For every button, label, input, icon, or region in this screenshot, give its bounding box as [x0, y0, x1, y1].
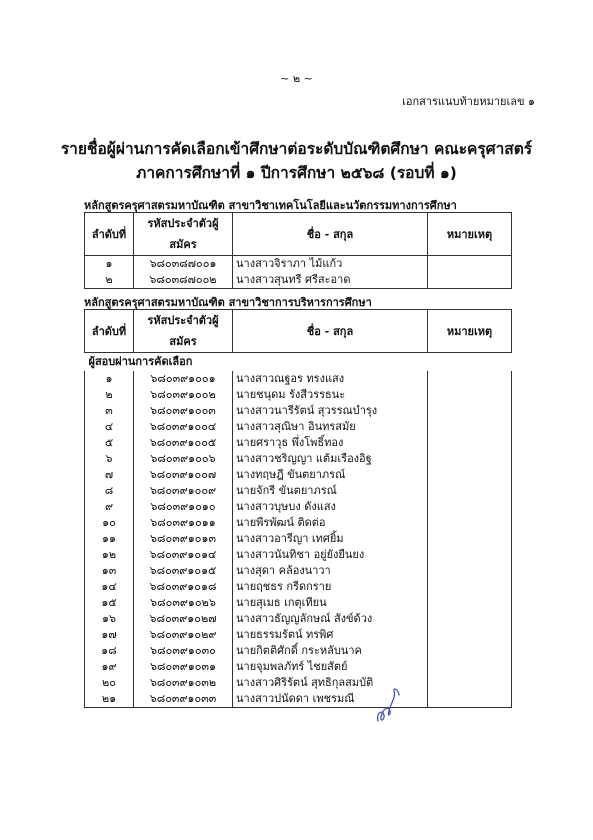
applicant-id: ๖๘๐๓๙๑๐๒๗	[134, 611, 233, 627]
remark-cell	[428, 691, 512, 708]
header-id: รหัสประจำตัวผู้สมัคร	[134, 213, 233, 256]
row-number: ๒๐	[85, 675, 134, 691]
remark-cell	[428, 419, 512, 435]
table-row	[85, 371, 512, 387]
table-row	[85, 691, 512, 708]
table-row	[85, 272, 512, 289]
remark-cell	[428, 371, 512, 387]
remark-cell	[428, 272, 512, 289]
table-row	[85, 611, 512, 627]
remark-cell	[428, 675, 512, 691]
row-number: ๑	[85, 371, 134, 387]
remark-cell	[428, 595, 512, 611]
row-number: ๑๗	[85, 627, 134, 643]
applicant-name: นายกิตติศักดิ์ กระหลับนาค	[233, 643, 428, 659]
applicant-name: นางสาวอารีญา เทศยิ้ม	[233, 531, 428, 547]
applicant-name: นายสุเมธ เกตุเทียน	[233, 595, 428, 611]
applicant-name: นางสาวชริญญา แต้มเรืองอิฐ	[233, 451, 428, 467]
header-no: ลำดับที่	[85, 310, 134, 353]
signature-stroke	[378, 689, 399, 721]
table-row	[85, 403, 512, 419]
remark-cell	[428, 256, 512, 273]
section-1-rows	[85, 256, 512, 289]
applicant-id: ๖๘๐๓๙๑๐๑๐	[134, 499, 233, 515]
applicant-id: ๖๘๐๓๙๑๐๐๖	[134, 451, 233, 467]
applicant-id: ๖๘๐๓๙๑๐๑๘	[134, 579, 233, 595]
row-number: ๖	[85, 451, 134, 467]
table-row	[85, 435, 512, 451]
header-no: ลำดับที่	[85, 213, 134, 256]
applicant-name: นางสาวนันทิชา อยู่ยังยืนยง	[233, 547, 428, 563]
applicant-id: ๖๘๐๓๙๑๐๑๑	[134, 515, 233, 531]
row-number: ๑๐	[85, 515, 134, 531]
applicant-id: ๖๘๐๓๙๑๐๐๒	[134, 387, 233, 403]
remark-cell	[428, 611, 512, 627]
row-number: ๒๑	[85, 691, 134, 708]
section-1-table	[84, 212, 512, 289]
remark-cell	[428, 627, 512, 643]
remark-cell	[428, 563, 512, 579]
remark-cell	[428, 643, 512, 659]
document-reference: เอกสารแนบท้ายหมายเลข ๑	[402, 95, 535, 108]
applicant-id: ๖๘๐๓๙๑๐๑๓	[134, 531, 233, 547]
applicant-id: ๖๘๐๓๙๑๐๑๔	[134, 547, 233, 563]
table-row	[85, 467, 512, 483]
applicant-name: นางสาวนารีรัตน์ สุวรรณบำรุง	[233, 403, 428, 419]
applicant-id: ๖๘๐๓๙๑๐๐๕	[134, 435, 233, 451]
applicant-name: นายพีรพัฒน์ ติดต่อ	[233, 515, 428, 531]
table-row	[85, 563, 512, 579]
page-number: ~ ๒ ~	[280, 72, 313, 85]
applicant-name: นางสาวศิริรัตน์ สุทธิกุลสมบัติ	[233, 675, 428, 691]
table-row	[85, 675, 512, 691]
applicant-name: นางสาวบุษบง ดังแสง	[233, 499, 428, 515]
remark-cell	[428, 499, 512, 515]
remark-cell	[428, 435, 512, 451]
remark-cell	[428, 387, 512, 403]
row-number: ๑๘	[85, 643, 134, 659]
applicant-id: ๖๘๐๓๘๗๐๐๒	[134, 272, 233, 289]
row-number: ๔	[85, 419, 134, 435]
title-line-1: รายชื่อผู้ผ่านการคัดเลือกเข้าศึกษาต่อระดับบัณฑิตศึกษา คณะครุศาสตร์	[60, 140, 533, 158]
table-row	[85, 547, 512, 563]
row-number: ๒	[85, 272, 134, 289]
table-row	[85, 515, 512, 531]
applicant-name: นายชนุดม รังสีวรรธนะ	[233, 387, 428, 403]
section-2-title: หลักสูตรครุศาสตรมหาบัณฑิต สาขาวิชาการบริหารการศึกษา	[84, 296, 372, 309]
row-number: ๒	[85, 387, 134, 403]
row-number: ๑๕	[85, 595, 134, 611]
applicant-name: นางทฤษฎี ขันตยาภรณ์	[233, 467, 428, 483]
applicant-id: ๖๘๐๓๘๗๐๐๑	[134, 256, 233, 273]
row-number: ๑๓	[85, 563, 134, 579]
applicant-name: นางสาวสุนทรี ศรีสะอาด	[233, 272, 428, 289]
applicant-name: นางสาวจิราภา ไม้แก้ว	[233, 256, 428, 273]
table-row	[85, 419, 512, 435]
header-id: รหัสประจำตัวผู้สมัคร	[134, 310, 233, 353]
row-number: ๕	[85, 435, 134, 451]
applicant-id: ๖๘๐๓๙๑๐๓๒	[134, 675, 233, 691]
header-name: ชื่อ - สกุล	[233, 213, 428, 256]
applicant-id: ๖๘๐๓๙๑๐๐๔	[134, 419, 233, 435]
applicant-name: นางสาวสุณิษา อินทรสมัย	[233, 419, 428, 435]
table-header-row	[85, 310, 512, 353]
row-number: ๑	[85, 256, 134, 273]
header-remark: หมายเหตุ	[428, 213, 512, 256]
table-row	[85, 483, 512, 499]
applicant-id: ๖๘๐๓๙๑๐๐๙	[134, 483, 233, 499]
applicant-name: นายฤชธร กรีดกราย	[233, 579, 428, 595]
table-row	[85, 659, 512, 675]
header-name: ชื่อ - สกุล	[233, 310, 428, 353]
table-row	[85, 643, 512, 659]
handwritten-initials	[372, 683, 406, 727]
applicant-id: ๖๘๐๓๙๑๐๓๓	[134, 691, 233, 708]
row-number: ๙	[85, 499, 134, 515]
table-row	[85, 499, 512, 515]
remark-cell	[428, 579, 512, 595]
row-number: ๘	[85, 483, 134, 499]
table-row	[85, 387, 512, 403]
remark-cell	[428, 659, 512, 675]
remark-cell	[428, 515, 512, 531]
remark-cell	[428, 467, 512, 483]
row-number: ๑๑	[85, 531, 134, 547]
table-row	[85, 451, 512, 467]
row-number: ๑๖	[85, 611, 134, 627]
row-number: ๑๒	[85, 547, 134, 563]
applicant-name: นายจักรี ขันตยาภรณ์	[233, 483, 428, 499]
table-row	[85, 595, 512, 611]
group-row	[85, 353, 512, 372]
row-number: ๑๔	[85, 579, 134, 595]
row-number: ๗	[85, 467, 134, 483]
table-row	[85, 579, 512, 595]
table-row	[85, 627, 512, 643]
applicant-id: ๖๘๐๓๙๑๐๐๑	[134, 371, 233, 387]
applicant-name: นางสาวปนัดดา เพชรมณี	[233, 691, 428, 708]
applicant-id: ๖๘๐๓๙๑๐๐๗	[134, 467, 233, 483]
applicant-name: นางสาวณฐอร ทรงแสง	[233, 371, 428, 387]
applicant-id: ๖๘๐๓๙๑๐๓๑	[134, 659, 233, 675]
applicant-id: ๖๘๐๓๙๑๐๑๕	[134, 563, 233, 579]
row-number: ๓	[85, 403, 134, 419]
row-number: ๑๙	[85, 659, 134, 675]
header-remark: หมายเหตุ	[428, 310, 512, 353]
applicant-id: ๖๘๐๓๙๑๐๐๓	[134, 403, 233, 419]
table-row	[85, 531, 512, 547]
section-2-table	[84, 309, 512, 708]
group-label: ผู้สอบผ่านการคัดเลือก	[88, 355, 193, 368]
title-line-2: ภาคการศึกษาที่ ๑ ปีการศึกษา ๒๕๖๘ (รอบที่ ๑)	[136, 164, 457, 182]
applicant-name: นางสุดา คล้องนาวา	[233, 563, 428, 579]
remark-cell	[428, 531, 512, 547]
remark-cell	[428, 547, 512, 563]
applicant-id: ๖๘๐๓๙๑๐๒๖	[134, 595, 233, 611]
section-2-rows	[85, 353, 512, 708]
remark-cell	[428, 451, 512, 467]
remark-cell	[428, 403, 512, 419]
applicant-name: นายจุมพลภัทร์ ไชยสัตย์	[233, 659, 428, 675]
applicant-name: นายธรรมรัตน์ ทรพิศ	[233, 627, 428, 643]
table-header-row	[85, 213, 512, 256]
table-row	[85, 256, 512, 273]
applicant-id: ๖๘๐๓๙๑๐๓๐	[134, 643, 233, 659]
remark-cell	[428, 483, 512, 499]
section-1-title: หลักสูตรครุศาสตรมหาบัณฑิต สาขาวิชาเทคโนโลยีและนวัตกรรมทางการศึกษา	[84, 199, 457, 212]
applicant-name: นางสาวธัญญลักษณ์ สังข์ด้วง	[233, 611, 428, 627]
applicant-id: ๖๘๐๓๙๑๐๒๙	[134, 627, 233, 643]
applicant-name: นายศราวุธ พึ่งโพธิ์ทอง	[233, 435, 428, 451]
